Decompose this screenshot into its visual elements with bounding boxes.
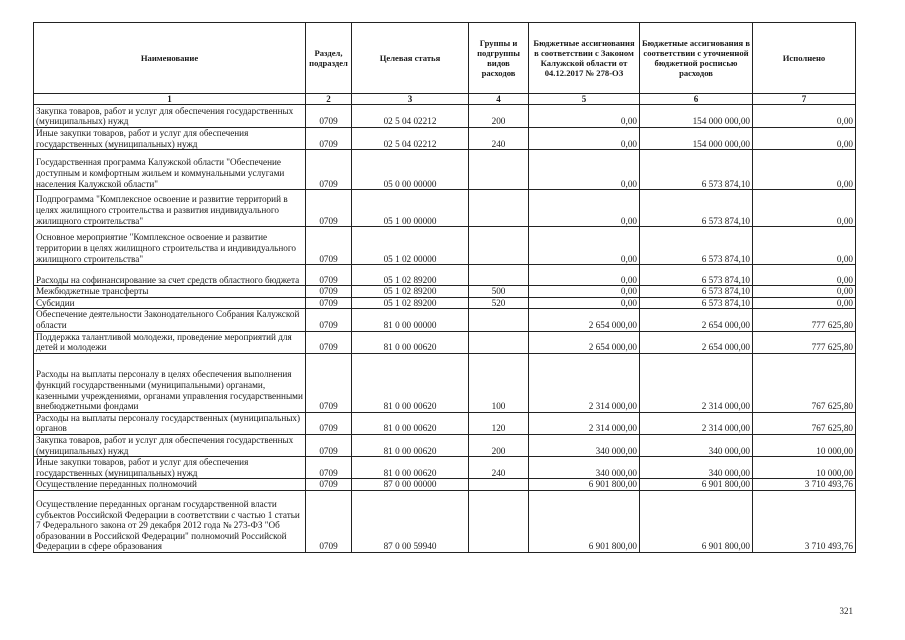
- table-cell-law: 0,00: [529, 190, 640, 227]
- table-row: [34, 412, 856, 434]
- page-number: 321: [839, 606, 853, 616]
- table-cell-refined: 154 000 000,00: [640, 128, 753, 150]
- table-cell-refined: 340 000,00: [640, 434, 753, 456]
- table-cell-law: 0,00: [529, 297, 640, 309]
- table-row: [34, 479, 856, 491]
- header-target: Целевая статья: [352, 23, 469, 94]
- column-number: 5: [529, 94, 640, 105]
- table-cell-section: 0709: [306, 309, 352, 331]
- table-row: [34, 331, 856, 353]
- table-cell-group: 520: [469, 297, 529, 309]
- table-cell-section: 0709: [306, 150, 352, 190]
- table-cell-target: 87 0 00 59940: [352, 490, 469, 552]
- table-cell-group: [469, 265, 529, 286]
- table-cell-executed: 0,00: [753, 227, 856, 265]
- table-row: [34, 297, 856, 309]
- table-row: [34, 150, 856, 190]
- table-cell-target: 81 0 00 00000: [352, 309, 469, 331]
- table-cell-executed: 0,00: [753, 190, 856, 227]
- table-cell-executed: 10 000,00: [753, 434, 856, 456]
- table-cell-refined: 6 901 800,00: [640, 490, 753, 552]
- table-cell-section: 0709: [306, 479, 352, 491]
- table-cell-group: [469, 490, 529, 552]
- table-cell-target: 05 0 00 00000: [352, 150, 469, 190]
- column-number: 4: [469, 94, 529, 105]
- table-cell-target: 81 0 00 00620: [352, 331, 469, 353]
- header-name: Наименование: [34, 23, 306, 94]
- table-cell-group: 240: [469, 457, 529, 479]
- table-cell-section: 0709: [306, 105, 352, 128]
- table-cell-section: 0709: [306, 457, 352, 479]
- table-cell-law: 2 314 000,00: [529, 353, 640, 412]
- table-row: [34, 457, 856, 479]
- table-cell-group: 100: [469, 353, 529, 412]
- table-cell-group: [469, 190, 529, 227]
- table-cell-name: Поддержка талантливой молодежи, проведение мероприятий для детей и молодежи: [34, 331, 306, 353]
- table-cell-target: 05 1 02 00000: [352, 227, 469, 265]
- table-cell-name: Подпрограмма "Комплексное освоение и развитие территорий в целях жилищного строительства и развития индивидуального жилищного строительства": [34, 190, 306, 227]
- table-cell-refined: 6 573 874,10: [640, 297, 753, 309]
- table-cell-name: Обеспечение деятельности Законодательного Собрания Калужской области: [34, 309, 306, 331]
- table-cell-target: 02 5 04 02212: [352, 105, 469, 128]
- table-cell-executed: 0,00: [753, 128, 856, 150]
- table-cell-section: 0709: [306, 353, 352, 412]
- table-cell-refined: 2 654 000,00: [640, 331, 753, 353]
- table-cell-name: Расходы на выплаты персоналу в целях обеспечения выполнения функций государственными (муниципальными) органами, казенными учреждениями, органами управления государственными внебюджетными фондами: [34, 353, 306, 412]
- table-cell-law: 2 654 000,00: [529, 331, 640, 353]
- column-number: 1: [34, 94, 306, 105]
- table-row: [34, 353, 856, 412]
- table-cell-executed: 0,00: [753, 105, 856, 128]
- table-cell-name: Иные закупки товаров, работ и услуг для обеспечения государственных (муниципальных) нужд: [34, 128, 306, 150]
- budget-table: [33, 22, 856, 553]
- table-row: [34, 105, 856, 128]
- table-cell-law: 0,00: [529, 286, 640, 298]
- table-cell-name: Осуществление переданных органам государственной власти субъектов Российской Федерации в соответствии с частью 1 статьи 7 Федерального закона от 29 декабря 2012 года № 273-ФЗ "Об образовании в Российской Федерации" полномочий Российской Федерации в сфере образования: [34, 490, 306, 552]
- table-cell-law: 2 314 000,00: [529, 412, 640, 434]
- table-cell-executed: 777 625,80: [753, 309, 856, 331]
- header-groups: Группы и подгруппы видов расходов: [469, 23, 529, 94]
- table-cell-name: Закупка товаров, работ и услуг для обеспечения государственных (муниципальных) нужд: [34, 434, 306, 456]
- table-cell-target: 81 0 00 00620: [352, 457, 469, 479]
- table-cell-name: Осуществление переданных полномочий: [34, 479, 306, 491]
- table-cell-section: 0709: [306, 286, 352, 298]
- table-cell-group: 120: [469, 412, 529, 434]
- table-cell-executed: 10 000,00: [753, 457, 856, 479]
- table-cell-name: Межбюджетные трансферты: [34, 286, 306, 298]
- column-number: 7: [753, 94, 856, 105]
- table-cell-executed: 0,00: [753, 286, 856, 298]
- table-cell-refined: 2 314 000,00: [640, 353, 753, 412]
- table-cell-law: 6 901 800,00: [529, 479, 640, 491]
- header-section: Раздел, подраздел: [306, 23, 352, 94]
- table-cell-target: 81 0 00 00620: [352, 353, 469, 412]
- table-cell-refined: 6 573 874,10: [640, 150, 753, 190]
- table-cell-name: Основное мероприятие "Комплексное освоение и развитие территории в целях жилищного строительства и индивидуального жилищного строительства": [34, 227, 306, 265]
- table-cell-refined: 6 573 874,10: [640, 265, 753, 286]
- header-law: Бюджетные ассигнования в соответствии с Законом Калужской области от 04.12.2017 № 278-ОЗ: [529, 23, 640, 94]
- header-refined: Бюджетные ассигнования в соответствии с уточненной бюджетной росписью расходов: [640, 23, 753, 94]
- table-cell-target: 05 1 00 00000: [352, 190, 469, 227]
- table-cell-group: [469, 331, 529, 353]
- table-body: [34, 105, 856, 553]
- table-cell-section: 0709: [306, 227, 352, 265]
- table-cell-target: 05 1 02 89200: [352, 265, 469, 286]
- table-cell-executed: 767 625,80: [753, 353, 856, 412]
- column-number: 2: [306, 94, 352, 105]
- table-cell-group: [469, 150, 529, 190]
- table-cell-target: 02 5 04 02212: [352, 128, 469, 150]
- table-cell-section: 0709: [306, 490, 352, 552]
- column-number: 3: [352, 94, 469, 105]
- table-cell-executed: 0,00: [753, 297, 856, 309]
- table-cell-executed: 777 625,80: [753, 331, 856, 353]
- table-row: [34, 286, 856, 298]
- table-cell-name: Расходы на выплаты персоналу государственных (муниципальных) органов: [34, 412, 306, 434]
- table-cell-section: 0709: [306, 190, 352, 227]
- table-row: [34, 265, 856, 286]
- table-cell-law: 340 000,00: [529, 434, 640, 456]
- table-cell-group: 200: [469, 434, 529, 456]
- table-cell-refined: 2 654 000,00: [640, 309, 753, 331]
- table-cell-group: 500: [469, 286, 529, 298]
- table-row: [34, 190, 856, 227]
- table-cell-target: 81 0 00 00620: [352, 412, 469, 434]
- table-cell-name: Субсидии: [34, 297, 306, 309]
- table-row: [34, 309, 856, 331]
- table-cell-law: 2 654 000,00: [529, 309, 640, 331]
- table-cell-group: 240: [469, 128, 529, 150]
- table-cell-executed: 0,00: [753, 150, 856, 190]
- table-cell-section: 0709: [306, 128, 352, 150]
- table-cell-name: Иные закупки товаров, работ и услуг для обеспечения государственных (муниципальных) нужд: [34, 457, 306, 479]
- table-cell-group: [469, 479, 529, 491]
- table-cell-name: Государственная программа Калужской области "Обеспечение доступным и комфортным жильем и коммунальными услугами населения Калужской области": [34, 150, 306, 190]
- table-cell-name: Расходы на софинансирование за счет средств областного бюджета: [34, 265, 306, 286]
- table-cell-law: 0,00: [529, 128, 640, 150]
- table-cell-refined: 6 573 874,10: [640, 227, 753, 265]
- table-cell-law: 0,00: [529, 105, 640, 128]
- table-cell-section: 0709: [306, 265, 352, 286]
- table-cell-target: 05 1 02 89200: [352, 297, 469, 309]
- column-number-row: [34, 94, 856, 105]
- table-cell-executed: 767 625,80: [753, 412, 856, 434]
- table-cell-law: 0,00: [529, 227, 640, 265]
- table-cell-target: 05 1 02 89200: [352, 286, 469, 298]
- header-row: [34, 23, 856, 94]
- table-row: [34, 490, 856, 552]
- table-cell-name: Закупка товаров, работ и услуг для обеспечения государственных (муниципальных) нужд: [34, 105, 306, 128]
- table-cell-refined: 6 901 800,00: [640, 479, 753, 491]
- column-number: 6: [640, 94, 753, 105]
- table-cell-group: [469, 227, 529, 265]
- table-cell-refined: 2 314 000,00: [640, 412, 753, 434]
- table-cell-group: [469, 309, 529, 331]
- table-cell-refined: 340 000,00: [640, 457, 753, 479]
- table-cell-executed: 3 710 493,76: [753, 490, 856, 552]
- table-cell-law: 0,00: [529, 150, 640, 190]
- table-cell-executed: 0,00: [753, 265, 856, 286]
- table-cell-law: 6 901 800,00: [529, 490, 640, 552]
- table-cell-refined: 6 573 874,10: [640, 286, 753, 298]
- table-row: [34, 434, 856, 456]
- table-cell-law: 0,00: [529, 265, 640, 286]
- table-cell-section: 0709: [306, 434, 352, 456]
- table-cell-law: 340 000,00: [529, 457, 640, 479]
- table-cell-section: 0709: [306, 297, 352, 309]
- table-cell-section: 0709: [306, 412, 352, 434]
- table-cell-executed: 3 710 493,76: [753, 479, 856, 491]
- table-cell-refined: 154 000 000,00: [640, 105, 753, 128]
- table-cell-group: 200: [469, 105, 529, 128]
- table-row: [34, 128, 856, 150]
- table-cell-target: 87 0 00 00000: [352, 479, 469, 491]
- table-cell-section: 0709: [306, 331, 352, 353]
- table-cell-target: 81 0 00 00620: [352, 434, 469, 456]
- table-row: [34, 227, 856, 265]
- table-cell-refined: 6 573 874,10: [640, 190, 753, 227]
- header-executed: Исполнено: [753, 23, 856, 94]
